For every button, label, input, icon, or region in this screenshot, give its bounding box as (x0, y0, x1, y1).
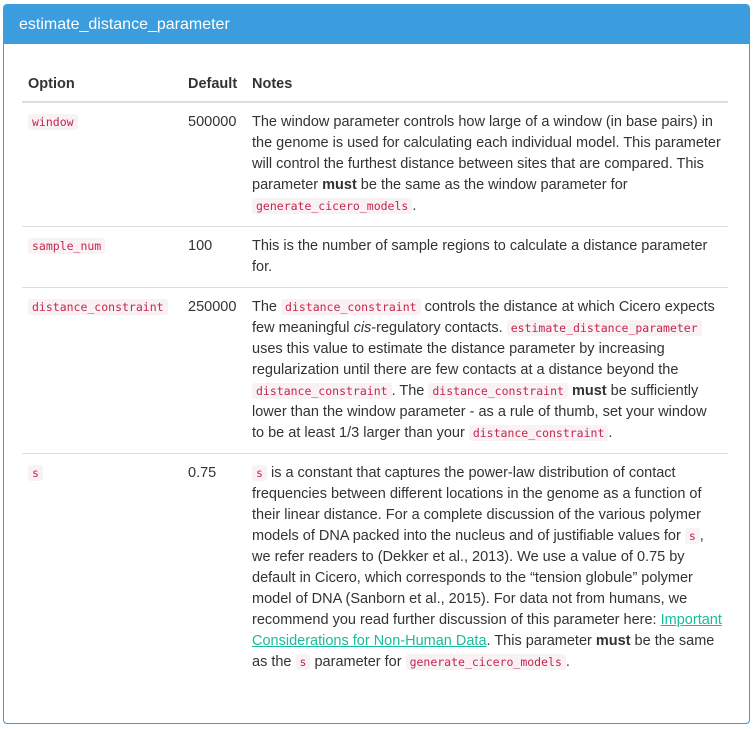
default-cell: 0.75 (182, 454, 246, 683)
notes-bold: must (595, 633, 631, 649)
header-default: Default (182, 66, 246, 102)
option-code: s (28, 465, 43, 481)
option-code: sample_num (28, 238, 105, 254)
notes-text: . (565, 654, 570, 670)
notes-text: , we refer readers to (Dekker et al., 2013). We use a value of 0.75 by default in Cicero, which corresponds to the “tension globule” polymer model of DNA (Sanborn et al., 2015). For data not from humans, we recommend you read further discussion of this parameter here: (252, 528, 704, 628)
option-code: window (28, 114, 78, 130)
notes-code: distance_constraint (281, 299, 421, 315)
notes-text: controls the distance at which Cicero expects few meaningful (252, 299, 715, 336)
parameter-panel (3, 4, 750, 724)
notes-code: s (252, 465, 267, 481)
default-cell: 500000 (188, 114, 237, 130)
table-row-s (22, 454, 728, 683)
panel-body (4, 44, 749, 682)
table-row-distance-constraint (22, 288, 728, 454)
notes-code: s (685, 528, 700, 544)
notes-code: generate_cicero_models (252, 198, 412, 214)
notes-text: be the same as the window parameter for (356, 177, 628, 193)
table-row-sample-num (22, 227, 728, 288)
notes-code: estimate_distance_parameter (507, 320, 702, 336)
notes-text: . (608, 425, 613, 441)
table-row-window (22, 102, 728, 227)
notes-text: . The (391, 383, 429, 399)
notes-text: This is the number of sample regions to calculate a distance parameter for. (252, 238, 708, 275)
notes-bold: must (571, 383, 607, 399)
parameter-table (22, 66, 728, 682)
notes-text: -regulatory contacts. (371, 320, 507, 336)
notes-code: generate_cicero_models (406, 654, 566, 670)
option-cell (22, 288, 182, 454)
notes-text: parameter for (310, 654, 406, 670)
notes-text: . This parameter (486, 633, 596, 649)
notes-code: distance_constraint (252, 383, 392, 399)
notes-italic: cis (353, 320, 372, 336)
notes-text: be the same as the (252, 633, 715, 670)
notes-text: The (252, 299, 282, 315)
notes-text: be sufficiently lower than the window parameter - as a rule of thumb, set your window to be at least 1/3 larger than your (252, 383, 707, 441)
notes-code: distance_constraint (469, 425, 609, 441)
notes-text: is a constant that captures the power-law distribution of contact frequencies between different locations in the genome as a function of their linear distance. For a complete discussion of the various polymer models of DNA packed into the nucleus and of justifiable values for (252, 465, 702, 544)
notes-text: uses this value to estimate the distance parameter by increasing regularization until there are few contacts at a distance beyond the (252, 341, 679, 378)
header-option: Option (22, 66, 182, 102)
table-header-row (22, 66, 728, 102)
non-human-data-link[interactable]: Important Considerations for Non-Human Data (252, 612, 722, 649)
notes-code: distance_constraint (428, 383, 568, 399)
header-notes: Notes (246, 66, 728, 102)
notes-cell (246, 454, 728, 683)
option-code: distance_constraint (28, 299, 168, 315)
notes-bold: must (322, 177, 357, 193)
option-cell (22, 454, 182, 683)
default-cell: 100 (182, 227, 246, 288)
default-cell: 250000 (182, 288, 246, 454)
panel-title: estimate_distance_parameter (4, 5, 749, 44)
option-cell (22, 102, 182, 227)
notes-text: . (412, 198, 417, 214)
notes-cell (246, 102, 728, 227)
notes-code: s (296, 654, 311, 670)
notes-cell (246, 288, 728, 454)
notes-cell (246, 227, 728, 288)
option-cell (22, 227, 182, 288)
notes-text: The window parameter controls how large of a window (in base pairs) in the genome is used for calculating each individual model. This parameter will control the furthest distance between sites that are compared. This parameter (252, 114, 721, 193)
